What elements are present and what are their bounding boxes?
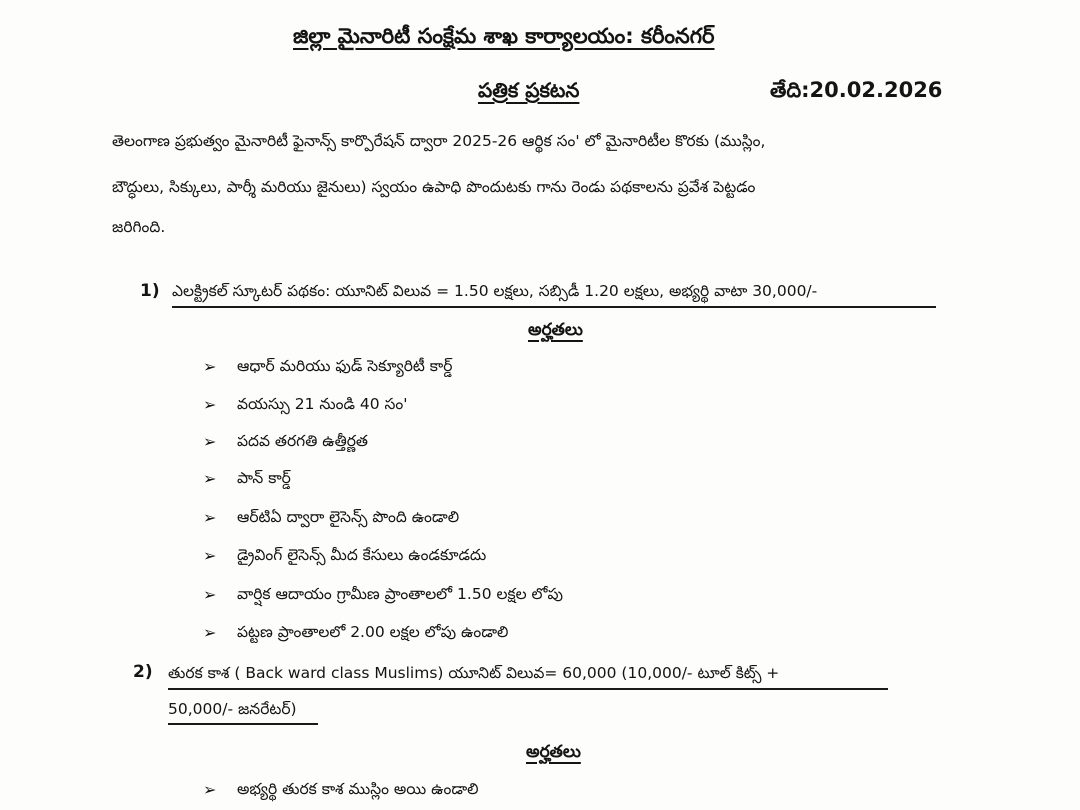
list-item: వయస్సు 21 నుండి 40 సం' bbox=[237, 395, 408, 413]
intro-line-3: జరిగింది. bbox=[112, 218, 166, 236]
bullet-icon: ➢ bbox=[203, 546, 217, 565]
bullet-icon: ➢ bbox=[203, 508, 217, 527]
bullet-icon: ➢ bbox=[203, 780, 217, 799]
list-item: ఆధార్ మరియు ఫుడ్ సెక్యూరిటీ కార్డ్ bbox=[237, 357, 453, 375]
press-note-title: పత్రిక ప్రకటన bbox=[478, 78, 580, 102]
release-date: తేది:20.02.2026 bbox=[770, 78, 943, 102]
bullet-icon: ➢ bbox=[203, 432, 217, 451]
scheme-2-number: 2) bbox=[133, 662, 153, 682]
list-item: అభ్యర్థి తురక కాశ ముస్లిం అయి ఉండాలి bbox=[237, 780, 479, 798]
scheme-1-title: ఎలక్ట్రికల్ స్కూటర్ పథకం: యూనిట్ విలువ = 1.50 లక్షలు, సబ్సిడీ 1.20 లక్షలు, అభ్యర్థి వాటా 30,000/- bbox=[172, 282, 818, 300]
intro-line-1: తెలంగాణ ప్రభుత్వం మైనారిటీ ఫైనాన్స్ కార్పొరేషన్ ద్వారా 2025-26 ఆర్థిక సం' లో మైనారిటీల కొరకు (ముస్లిం, bbox=[112, 132, 766, 150]
intro-line-2: బౌద్ధులు, సిక్కులు, పార్శీ మరియు జైనులు) స్వయం ఉపాధి పొందుటకు గాను రెండు పథకాలను ప్రవేశ పెట్టడం bbox=[112, 178, 756, 196]
list-item: పట్టణ ప్రాంతాలలో 2.00 లక్షల లోపు ఉండాలి bbox=[237, 623, 509, 641]
bullet-icon: ➢ bbox=[203, 357, 217, 376]
bullet-icon: ➢ bbox=[203, 469, 217, 488]
list-item: పాన్ కార్డ్ bbox=[237, 469, 291, 487]
scheme-2-underline-2 bbox=[168, 723, 318, 725]
scheme-2-underline-1 bbox=[168, 688, 888, 690]
list-item: వార్షిక ఆదాయం గ్రామీణ ప్రాంతాలలో 1.50 లక్షల లోపు bbox=[237, 585, 563, 603]
scheme-2-title-line-1: తురక కాశ ( Back ward class Muslims) యూనిట్ విలువ= 60,000 (10,000/- టూల్ కిట్స్ + bbox=[168, 664, 780, 682]
scheme-1-number: 1) bbox=[140, 281, 160, 301]
scheme-2-title-line-2: 50,000/- జనరేటర్) bbox=[168, 700, 297, 718]
scheme-1-eligibility-heading: అర్హతలు bbox=[528, 320, 583, 340]
list-item: పదవ తరగతి ఉత్తీర్ణత bbox=[237, 432, 368, 450]
bullet-icon: ➢ bbox=[203, 585, 217, 604]
office-title: జిల్లా మైనారిటీ సంక్షేమ శాఖ కార్యాలయం: కరీంనగర్ bbox=[293, 24, 715, 48]
scheme-2-eligibility-heading: అర్హతలు bbox=[526, 742, 581, 762]
list-item: డ్రైవింగ్ లైసెన్స్ మీద కేసులు ఉండకూడదు bbox=[237, 546, 487, 564]
bullet-icon: ➢ bbox=[203, 623, 217, 642]
scheme-1-underline bbox=[172, 306, 936, 308]
bullet-icon: ➢ bbox=[203, 395, 217, 414]
list-item: ఆర్‌టిఏ ద్వారా లైసెన్స్ పొంది ఉండాలి bbox=[237, 508, 460, 526]
